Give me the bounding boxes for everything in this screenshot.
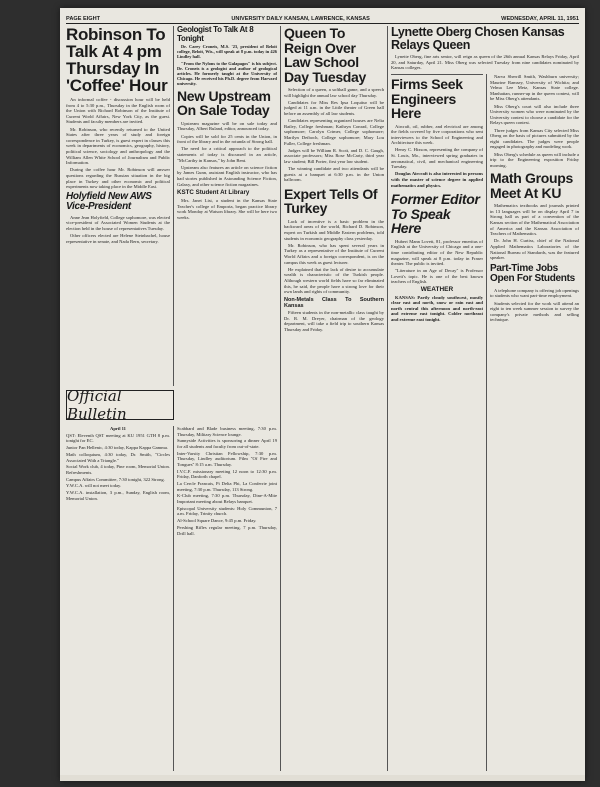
bulletin-item: Y.W.C.A. will not meet today. bbox=[66, 483, 122, 489]
column-rule bbox=[486, 74, 487, 771]
column-rule bbox=[173, 26, 174, 386]
headline-jobs: Part-Time Jobs Open For Students bbox=[490, 262, 575, 285]
article-paragraph: Selection of a queen, a softball game, and a speech will highlight the annual law school day Thursday. bbox=[284, 87, 384, 98]
headline-queen: Queen To Reign Over Law School Day Tuesday bbox=[284, 26, 367, 85]
official-bulletin-title: Official Bulletin bbox=[66, 390, 174, 420]
article-paragraph: Mrs. Janet List, a student in the Kansas State Teacher's college of Emporia, began practice library work Monday at Watson library. She will be here two weeks. bbox=[177, 198, 277, 220]
issue-date: WEDNESDAY, APRIL 11, 1951 bbox=[501, 16, 579, 22]
column-2 bbox=[177, 26, 277, 386]
bulletin-item: Scabbard and Blade business meeting, 7:30 p.m. Thursday, Military Science lounge. bbox=[177, 426, 277, 437]
bulletin-item: Pershing Rifles regular meeting, 7 p.m. Thursday, Drill hall. bbox=[177, 525, 277, 536]
article-paragraph: Narva Sherrill Smith, Washburn university; Maurine Ramsey, University of Wichita; and Velma Lee Metz, Kansas State college. Manhattan, runner-up in the queen contest, will be Miss Oberg's attendants. bbox=[490, 74, 579, 102]
column-3 bbox=[284, 26, 384, 775]
article-paragraph: Candidates for Miss Res Ipsa Loquitur will be judged at 11 a.m. in the Little theater of Green hall before an assembly of all law students. bbox=[284, 99, 384, 116]
bulletin-item: April 11 bbox=[110, 426, 126, 431]
article-paragraph: Aircraft, oil, rubber, and electrical are among the fields covered by five corporations who sent interviewers to the School of Engineering and Architecture this week. bbox=[391, 123, 483, 146]
article-paragraph: The need for a critical approach to the political statements of today is discussed in an article, "McCarthy in Kansas," by John Bent. bbox=[177, 146, 277, 163]
article-paragraph: Three judges from Kansas City selected Miss Oberg on the basis of pictures submitted by the eight candidates. The judges were people engaged in photography and modeling work. bbox=[490, 127, 579, 150]
bulletin-item: Al-School Square Dance, 9:45 p.m. Friday. bbox=[177, 518, 257, 524]
headline-non-metals: Non-Metals Class To Southern Kansas bbox=[284, 296, 384, 309]
article-paragraph: Dr. Carey Croneis, M.S. '23, president of Beloit college, Beloit, Wis., will speak at 8 p.m. today in 426 Lindley hall. bbox=[177, 44, 277, 60]
bulletin-item: La Cercle Francais, Pi Delta Phi, La Conferrie joint meeting, 7:30 p.m. Thursday, 113 Strong. bbox=[177, 481, 277, 492]
article-lead: Lynette Oberg, fine arts senior, will reign as queen of the 26th annual Kansas Relays Friday, April 20, and Saturday, April 21. Miss Oberg was selected Tuesday from nine candidates nominated by Kansas colleges. bbox=[391, 54, 579, 71]
article-paragraph: Miss Oberg's court will also include three University women who were nominated by the University contest to choose a candidate for the Relays queen contest. bbox=[490, 103, 579, 126]
bulletin-item: QST: Eleventh QST meeting at KU 1951 GTH 8 p.m. tonight for EC. bbox=[66, 432, 170, 444]
bulletin-item: Math colloquium, 4:30 today, Dr. Smith, "Circles Associated With a Triangle." bbox=[66, 451, 170, 463]
weather-heading: WEATHER bbox=[420, 286, 454, 294]
weather-text: KANSAS: Partly cloudy southwest, mostly clear east and north, snow or rain east and north central this afternoon and north-east and extreme east tonight. Colder northeast and extreme east tonight. bbox=[391, 294, 483, 323]
bulletin-item: Campus Affairs Committee, 7:30 tonight, 322 Strong. bbox=[66, 476, 165, 482]
article-paragraph: Douglas Aircraft is also interested in persons with the master of science degree in applied mathematics and physics. bbox=[391, 171, 483, 188]
article-paragraph: A telephone company is offering job openings to students who want part-time employment. bbox=[490, 287, 579, 299]
headline-geologist: Geologist To Talk At 8 Tonight bbox=[177, 26, 254, 43]
article-paragraph: Other officers elected are Helene Steinbachel, house representative in senate, and Nada Bern, secretary. bbox=[66, 233, 170, 244]
column-rule bbox=[387, 26, 388, 771]
article-paragraph: The winning candidate and two attendants will be guests at a banquet at 6:30 p.m. in the Union ballroom. bbox=[284, 166, 384, 183]
article-paragraph: He explained that the lack of desire to accumulate wealth is characteristic of the Turkish people. Although western world fields have so far eliminated this, he said, the people have a strong love for their own lands and rights of community. bbox=[284, 266, 384, 295]
bulletin-item: Sunnyside Activities is sponsoring a dinner April 19 for all students and faculty from out-of-state. bbox=[177, 438, 277, 449]
headline-robinson: Robinson To Talk At 4 pm Thursday In 'Coffee' Hour bbox=[66, 26, 168, 95]
bulletin-item: Junior Pan Hellenic, 4:30 today, Kappa Kappa Gamma. bbox=[66, 445, 169, 451]
article-paragraph: Mr. Robinson, who has spent several years in Turkey as a representative of the Institute of Current World Affairs and a foreign correspondent, is on the campus this week as guest lecturer. bbox=[284, 242, 384, 265]
bulletin-item: Social Work club, 4 today, Pine room, Memorial Union. Refreshments. bbox=[66, 464, 170, 475]
article-paragraph: Judges will be William R. Scott, and D. C. Gaugh, associate professors; Miss Rose McCarty, third year law student; Bill Porter, first year law student. bbox=[284, 147, 384, 164]
article-paragraph: "From the Nylons to the Galapagos" is his subject. Dr. Croneis is a geologist and author of geological articles. He formerly taught at the University of Chicago. He received his Ph.D. degree from Harvard university. bbox=[177, 60, 277, 86]
column-4 bbox=[391, 74, 483, 775]
column-1 bbox=[66, 26, 170, 386]
article-paragraph: Dr. John H. Curtiss, chief of the National Applied Mathematics Laboratories of the National Bureau of Standards, was the featured speaker. bbox=[490, 238, 579, 261]
article-paragraph: Candidates representing organized houses are Nelia Bailey, College freshman; Kathryn Conrad, College sophomore; Carolyn Crimer, College sophomore; Marilyn Deiboch, College sophomore; Mary Lou Fuller, College freshman. bbox=[284, 118, 384, 146]
article-paragraph: Mr. Robinson, who recently returned to the United States after three years of study and foreign correspondence in Turkey, is guest expert in classes this week in departments of economics, geography, history, political science, sociology and anthropology and the William Allen White School of Journalism and Public Information. bbox=[66, 126, 170, 166]
headline-turkey: Expert Tells Of Turkey bbox=[284, 185, 378, 217]
headline-oberg: Lynette Oberg Chosen Kansas Relays Queen bbox=[391, 25, 565, 52]
page-number: PAGE EIGHT bbox=[66, 16, 101, 22]
column-rule bbox=[173, 426, 174, 771]
headline-kstc: KSTC Student At Library bbox=[177, 189, 250, 197]
article-paragraph: Mathematics textbooks and journals printed in 13 languages will be on display April 7 in Strong hall as part of a convention of the Kansas section of the Mathematical Association of America and the Kansas Association of Teachers of Mathematics. bbox=[490, 203, 579, 237]
bulletin-column-2 bbox=[177, 426, 277, 775]
article-paragraph: Upstream also features an article on science fiction by James Gunn, assistant English instructor, who has had stories published in Astounding Science Fiction, Galaxy, and other science fiction magazines. bbox=[177, 164, 277, 187]
bulletin-item: K-Club meeting, 7:30 p.m. Thursday, Dine-A-Mite Important meeting about Relays banquet. bbox=[177, 493, 277, 505]
column-rule bbox=[280, 26, 281, 771]
article-paragraph: Students selected for the work will attend an eight to ten week summer session to survey the company's private methods and selling technique. bbox=[490, 300, 579, 323]
article-paragraph: Copies will be sold for 25 cents in the Union, in front of the library and in the rotunda of Strong hall. bbox=[177, 133, 277, 145]
headline-engineers: Firms Seek Engineers Here bbox=[391, 74, 483, 121]
article-paragraph: Lack of incentive is a basic problem in the backward areas of the world, Richard D. Robinson, expert on Turkish and Middle Eastern problems, told students in economic geography class yesterday. bbox=[284, 218, 384, 241]
headline-math: Math Groups Meet At KU bbox=[490, 170, 574, 201]
bulletin-item: Episcopal University students: Holy Communion, 7 a.m. Friday, Trinity church. bbox=[177, 505, 277, 517]
headline-holyfield: Holyfield New AWS Vice-President bbox=[66, 190, 152, 213]
headline-editor: Former Editor To Speak Here bbox=[391, 191, 480, 237]
article-paragraph: Henry C. Hixson, representing the company of St. Louis, Mo., interviewed spring graduates in aeronautical, civil, and mechanical engineering Tuesday. bbox=[391, 147, 483, 170]
article-paragraph: Fifteen students in the non-metallic class taught by Dr. R. M. Dreyer, chairman of the geology department, will take a field trip to southern Kansas Thursday and Friday. bbox=[284, 310, 384, 332]
bulletin-column-1 bbox=[66, 426, 170, 775]
bulletin-item: Inter-Varsity Christian Fellowship, 7:30 p.m. Thursday, Lindley auditorium. Film "Of Fire and Tongues" 8:15 a.m. Thursday. bbox=[177, 450, 277, 467]
article-paragraph: During the coffee hour Mr. Robinson will answer questions regarding the Russian situation in the big place in Turkey and other economic and political experiments now taking place in the Middle East. bbox=[66, 167, 170, 190]
article-paragraph: Anne Jean Holyfield, College sophomore, was elected vice-president of Associated Women Students at the election held in the house of representatives Tuesday. bbox=[66, 214, 170, 231]
masthead bbox=[66, 12, 579, 24]
article-paragraph: Upstream magazine will be on sale today and Thursday, Albert Ruland, editor, announced today. bbox=[177, 120, 277, 132]
article-paragraph: "Literature in an Age of Decay" is Professor Lovett's topic. He is one of the best known teachers of English. bbox=[391, 268, 483, 285]
article-paragraph: An informal coffee - discussion hour will be held from 4 to 5:30 p.m., Thursday in the English room of the Union with Richard Robinson of the Institute of Current World Affairs, New York City, as the guest. Students and faculty members are invited. bbox=[66, 97, 170, 125]
paper-title: UNIVERSITY DAILY KANSAN, LAWRENCE, KANSAS bbox=[231, 16, 370, 22]
article-paragraph: Hubert Mann Lovett, 81, professor emeritus of English at the University of Chicago and a one-time contributing editor of the New Republic magazine, will speak at 8 p.m. today in Fraser theater. The public is invited. bbox=[391, 238, 483, 267]
column-5 bbox=[490, 74, 579, 775]
bulletin-item: Y.W.C.A. installation, 3 p.m., Sunday, English room, Memorial Union. bbox=[66, 490, 170, 501]
article-paragraph: Miss Oberg's schedule as queen will include a trip to the Engineering exposition Friday morning. bbox=[490, 151, 579, 168]
headline-upstream: New Upstream On Sale Today bbox=[177, 87, 271, 119]
page-bottom-margin bbox=[60, 775, 585, 781]
bulletin-item: I.V.C.F. missionary meeting 12 noon to 12:30 p.m. Friday, Danforth chapel. bbox=[177, 468, 277, 480]
newspaper-page bbox=[60, 8, 585, 781]
